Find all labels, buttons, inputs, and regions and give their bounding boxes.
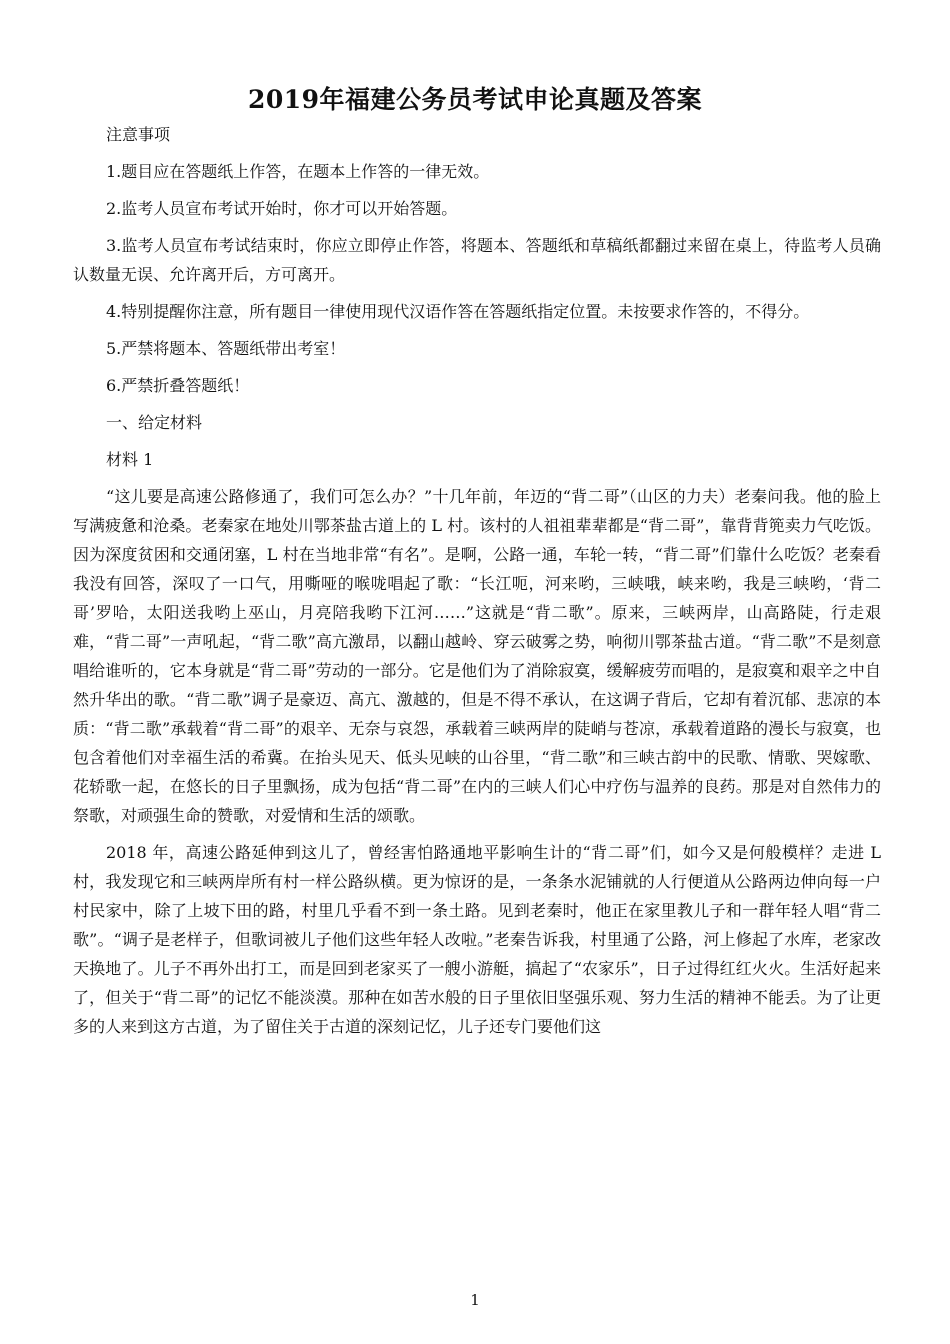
document-title: 2019年福建公务员考试申论真题及答案 xyxy=(247,85,703,114)
material-paragraph-1: “这儿要是高速公路修通了，我们可怎么办？”十几年前，年迈的“背二哥”（山区的力夫）老秦问我。他的脸上写满疲惫和沧桑。老秦家在地处川鄂茶盐古道上的 L 村。该村的人祖祖辈辈都是“背二哥”，靠背背篼卖力气吃饭。因为深度贫困和交通闭塞，L 村在当地非常“有名”。是啊，公路一通，车轮一转，“背二哥”们靠什么吃饭？老秦看我没有回答，深叹了一口气，用嘶哑的喉咙唱起了歌：“长江呃，河来哟，三峡哦，峡来哟，我是三峡哟，‘背二哥’罗哈，太阳送我哟上巫山，月亮陪我哟下江河……”这就是“背二歌”。原来，三峡两岸，山高路陡，行走艰难，“背二哥”一声吼起，“背二歌”高亢激昂，以翻山越岭、穿云破雾之势，响彻川鄂茶盐古道。“背二歌”不是刻意唱给谁听的，它本身就是“背二哥”劳动的一部分。它是他们为了消除寂寞，缓解疲劳而唱的，是寂寞和艰辛之中自然升华出的歌。“背二歌”调子是豪迈、高亢、激越的，但是不得不承认，在这调子背后，它却有着沉郁、悲凉的本质：“背二歌”承载着“背二哥”的艰辛、无奈与哀怨，承载着三峡两岸的陡峭与苍凉，承载着道路的漫长与寂寞，也包含着他们对幸福生活的希冀。在抬头见天、低头见峡的山谷里，“背二歌”和三峡古韵中的民歌、情歌、哭嫁歌、花轿歌一起，在悠长的日子里飘扬，成为包括“背二哥”在内的三峡人们心中疗伤与温养的良药。那是对自然伟力的祭歌，对顽强生命的赞歌，对爱情和生活的颂歌。 xyxy=(73,487,881,825)
material-label: 材料 1 xyxy=(106,450,154,469)
page-number: 1 xyxy=(470,1291,480,1309)
notice-item-2: 2.监考人员宣布考试开始时，你才可以开始答题。 xyxy=(106,199,458,218)
notice-item-1: 1.题目应在答题纸上作答，在题本上作答的一律无效。 xyxy=(106,162,490,181)
notice-item-5: 5.严禁将题本、答题纸带出考室！ xyxy=(106,339,346,358)
notice-item-6: 6.严禁折叠答题纸！ xyxy=(106,376,250,395)
notice-item-4: 4.特别提醒你注意，所有题目一律使用现代汉语作答在答题纸指定位置。未按要求作答的，不得分。 xyxy=(106,302,810,321)
material-paragraph-2: 2018 年，高速公路延伸到这儿了，曾经害怕路通地平影响生计的“背二哥”们，如今又是何般模样？走进 L 村，我发现它和三峡两岸所有村一样公路纵横。更为惊讶的是，一条条水泥铺就的人行便道从公路两边伸向每一户村民家中，除了上坡下田的路，村里几乎看不到一条土路。见到老秦时，他正在家里教儿子和一群年轻人唱“背二歌”。“调子是老样子，但歌词被儿子他们这些年轻人改啦。”老秦告诉我，村里通了公路，河上修起了水库，老家改天换地了。儿子不再外出打工，而是回到老家买了一艘小游艇，搞起了“农家乐”，日子过得红红火火。生活好起来了，但关于“背二哥”的记忆不能淡漠。那种在如苦水般的日子里依旧坚强乐观、努力生活的精神不能丢。为了让更多的人来到这方古道，为了留住关于古道的深刻记忆，儿子还专门要他们这 xyxy=(73,843,881,1036)
notice-item-3: 3.监考人员宣布考试结束时，你应立即停止作答，将题本、答题纸和草稿纸都翻过来留在桌上，待监考人员确认数量无误、允许离开后，方可离开。 xyxy=(73,236,881,284)
document-body xyxy=(73,120,881,1049)
notice-heading: 注意事项 xyxy=(106,125,171,144)
section-heading: 一、给定材料 xyxy=(106,413,203,432)
